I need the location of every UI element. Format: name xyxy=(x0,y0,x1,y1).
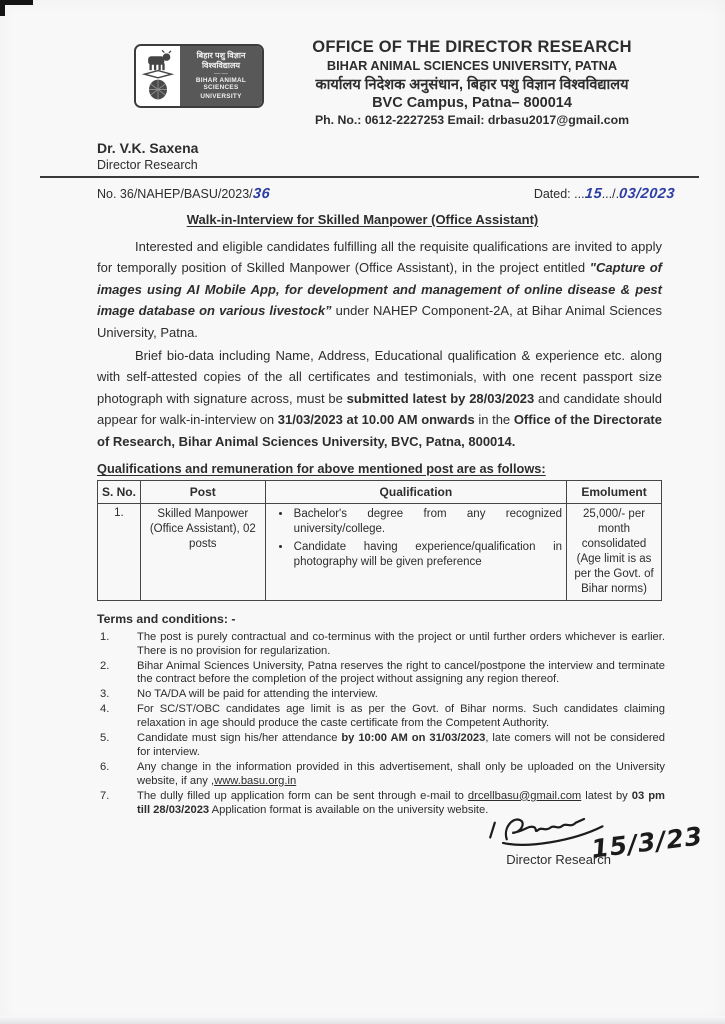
submission-paragraph xyxy=(97,345,662,452)
letterhead-text xyxy=(272,38,672,127)
logo-divider: —·— xyxy=(214,70,228,77)
contact-line: Ph. No.: 0612-2227253 Email: drbasu2017@gmail.com xyxy=(314,113,630,127)
attendance-deadline: by 10:00 AM on 31/03/2023 xyxy=(341,732,486,745)
signatory-designation: Director Research xyxy=(506,852,611,867)
logo-english-line2: UNIVERSITY xyxy=(200,93,242,101)
term-segment: latest by xyxy=(581,789,632,802)
interview-venue: Office of the Directorate of Research, Bihar Animal Sciences University, BVC, Patna, 800014. xyxy=(97,412,662,449)
term-segment: The post is purely contractual and co-terminus with the project or until further orders whichever is earlier. There is no provision for regularization. xyxy=(137,630,665,657)
term-number: 3. xyxy=(100,688,110,701)
term-item xyxy=(100,688,665,702)
reference-number-handwritten: 36 xyxy=(251,186,271,202)
qualifications-table xyxy=(97,480,662,601)
logo-english-line1: BIHAR ANIMAL SCIENCES xyxy=(195,76,247,92)
term-number: 4. xyxy=(100,703,110,716)
term-item xyxy=(100,660,665,688)
terms-list xyxy=(100,631,665,818)
submission-deadline: submitted latest by 28/03/2023 xyxy=(346,390,535,406)
cell-qualification xyxy=(265,504,566,601)
letterhead-divider xyxy=(40,176,699,178)
term-item xyxy=(100,703,665,731)
table-row xyxy=(98,504,662,601)
officer-block xyxy=(97,140,725,172)
term-text xyxy=(137,631,665,659)
signature-block xyxy=(433,806,703,892)
term-number: 7. xyxy=(100,789,110,802)
term-segment: , late comers will not be considered for interview. xyxy=(137,732,665,758)
campus-address: BVC Campus, Patna– 800014 xyxy=(372,95,572,111)
cell-sno: 1. xyxy=(98,504,141,601)
notice-title: Walk-in-Interview for Skilled Manpower (Office Assistant) xyxy=(186,212,539,227)
cell-emolument: 25,000/- per month consolidated (Age limit is as per the Govt. of Bihar norms) xyxy=(567,504,662,601)
terms-heading: Terms and conditions: - xyxy=(97,611,236,626)
dated-label: Dated: ... xyxy=(533,187,585,201)
term-number: 5. xyxy=(100,732,110,745)
officer-name: Dr. V.K. Saxena xyxy=(97,140,199,156)
term-item xyxy=(100,761,665,789)
cow-emblem-icon xyxy=(136,46,180,106)
application-email-link: drcellbasu@gmail.com xyxy=(467,789,582,802)
col-header-emolument: Emolument xyxy=(567,481,662,504)
term-text xyxy=(137,660,665,688)
reference-line xyxy=(97,186,675,202)
reference-number-printed: No. 36/NAHEP/BASU/2023/ xyxy=(97,187,253,201)
cell-post: Skilled Manpower (Office Assistant), 02 posts xyxy=(140,504,265,601)
col-header-post: Post xyxy=(140,481,265,504)
university-name: BIHAR ANIMAL SCIENCES UNIVERSITY, PATNA xyxy=(326,58,618,73)
term-segment: Candidate must sign his/her attendance xyxy=(137,732,342,745)
qualifications-heading: Qualifications and remuneration for above mentioned post are as follows: xyxy=(97,461,546,477)
office-name: OFFICE OF THE DIRECTOR RESEARCH xyxy=(312,38,632,56)
email-deadline: 03 pm till 28/03/2023 xyxy=(137,789,666,816)
term-text xyxy=(137,688,665,702)
term-text xyxy=(137,761,665,789)
term-segment: No TA/DA will be paid for attending the interview. xyxy=(137,688,378,701)
scan-edge-shadow xyxy=(0,1016,725,1024)
letterhead xyxy=(0,38,725,134)
dated-dots: .../. xyxy=(601,187,620,201)
logo-text-panel xyxy=(180,46,262,106)
dated-day-handwritten: 15 xyxy=(583,186,603,202)
logo-hindi-line2: विश्वविद्यालय xyxy=(201,61,241,71)
project-title: "Capture of images using AI Mobile App, for development and management of online disease & pest image database on various livestock” xyxy=(97,260,663,319)
paragraph-text: under NAHEP Component-2A, at Bihar Animal Sciences University, Patna. xyxy=(97,303,662,340)
term-text xyxy=(137,703,665,731)
officer-designation: Director Research xyxy=(97,158,198,172)
reference-number xyxy=(97,186,270,202)
dated-month-year-handwritten: 03/2023 xyxy=(618,186,676,202)
term-segment: Bihar Animal Sciences University, Patna reserves the right to cancel/postpone the interview and terminate the contract before the completion of the project without assigning any region thereof. xyxy=(137,659,665,686)
term-number: 1. xyxy=(100,630,110,643)
term-number: 2. xyxy=(100,659,110,672)
table-header-row xyxy=(98,481,662,504)
interview-datetime: 31/03/2023 at 10.00 AM onwards xyxy=(277,412,475,428)
intro-paragraph xyxy=(97,236,662,343)
paragraph-text: Interested and eligible candidates fulfilling all the requisite qualifications are invited to apply for temporally position of Skilled Manpower (Office Assistant), in the project entitled xyxy=(97,239,662,276)
logo-hindi-line1: बिहार पशु विज्ञान xyxy=(196,51,246,61)
term-segment: The dully filled up application form can be sent through e-mail to xyxy=(137,789,468,802)
dated-field xyxy=(534,186,675,202)
scan-corner-artifact xyxy=(0,0,5,16)
paragraph-text: Brief bio-data including Name, Address, Educational qualification & experience etc. along with self-attested copies of the all certificates and testimonials, with one recent passport size photograph with signature across, must be xyxy=(97,348,662,406)
col-header-sno: S. No. xyxy=(98,481,141,504)
term-segment: For SC/ST/OBC candidates age limit is as per the Govt. of Bihar norms. Such candidates claiming relaxation in age should produce the caste certificate from the Competent Authority. xyxy=(137,703,665,730)
university-logo xyxy=(134,44,264,108)
signature-date-handwritten: 15/3/23 xyxy=(589,821,705,864)
col-header-qualification: Qualification xyxy=(265,481,566,504)
paragraph-text: and candidate should appear for walk-in-interview on xyxy=(97,390,662,428)
office-name-hindi: कार्यालय निदेशक अनुसंधान, बिहार पशु विज्ञान विश्वविद्यालय xyxy=(315,77,629,93)
term-segment: Application format is available on the university website. xyxy=(209,803,489,816)
term-item xyxy=(100,732,665,760)
term-segment: Any change in the information provided in this advertisement, shall only be uploaded on the University website, if any , xyxy=(137,760,665,787)
qualification-bullet: • Candidate having experience/qualification in photography will be given preference xyxy=(292,540,562,570)
term-number: 6. xyxy=(100,760,110,773)
university-website-link: www.basu.org.in xyxy=(214,774,297,787)
term-item xyxy=(100,631,665,659)
paragraph-text: in the xyxy=(474,412,514,428)
term-text xyxy=(137,732,665,760)
qualification-bullet: • Bachelor's degree from any recognized university/college. xyxy=(292,507,562,537)
